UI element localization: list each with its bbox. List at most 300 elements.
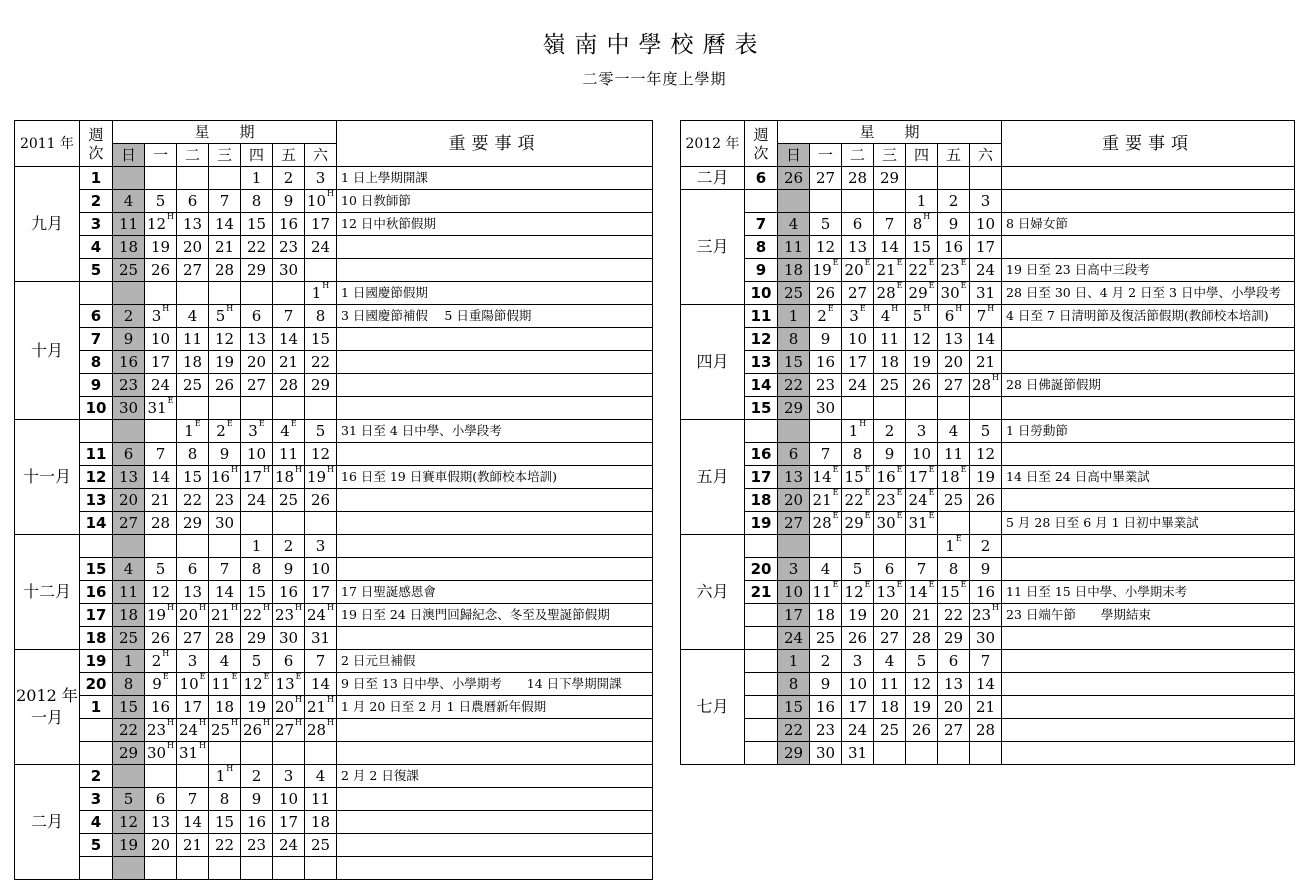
week-number: 19 [745, 512, 778, 535]
day-number: 1 [848, 422, 859, 440]
day-cell [810, 489, 842, 512]
day-number: 28 [214, 629, 235, 647]
event-note [337, 443, 653, 466]
day-number: 7 [916, 560, 927, 578]
event-note [337, 328, 653, 351]
day-number: 9 [152, 675, 162, 693]
day-cell [810, 420, 842, 443]
day-cell [810, 328, 842, 351]
day-cell [778, 213, 810, 236]
day-number: 8 [852, 445, 863, 463]
day-cell [938, 328, 970, 351]
exam-marker: E [896, 488, 903, 497]
day-number: 20 [150, 836, 171, 854]
event-note: 23 日端午節 學期結束 [1002, 604, 1295, 627]
day-number: 2 [251, 767, 262, 785]
day-number: 14 [150, 468, 171, 486]
day-cell [970, 512, 1002, 535]
day-cell [938, 581, 970, 604]
day-cell [305, 857, 337, 880]
exam-marker: E [832, 488, 839, 497]
week-row [15, 719, 653, 742]
day-number: 26 [783, 169, 804, 187]
day-cell [874, 581, 906, 604]
day-cell [970, 374, 1002, 397]
day-cell [177, 834, 209, 857]
day-number: 4 [820, 560, 831, 578]
day-number: 2 [283, 169, 294, 187]
weekday-header: 六 [970, 144, 1002, 167]
week-number [745, 719, 778, 742]
day-cell [177, 719, 209, 742]
day-cell [145, 581, 177, 604]
week-row [15, 650, 653, 673]
day-number: 3 [315, 169, 326, 187]
day-number: 31 [147, 399, 167, 417]
day-cell [145, 351, 177, 374]
day-number: 17 [182, 698, 203, 716]
day-number: 8 [123, 675, 134, 693]
week-row [15, 328, 653, 351]
day-number: 24 [975, 261, 996, 279]
day-cell [145, 397, 177, 420]
day-cell [778, 627, 810, 650]
week-row [681, 673, 1295, 696]
day-cell [874, 374, 906, 397]
day-number: 29 [182, 514, 203, 532]
day-cell [810, 627, 842, 650]
week-row [15, 811, 653, 834]
day-cell [938, 535, 970, 558]
day-cell [241, 213, 273, 236]
day-cell [305, 328, 337, 351]
day-cell [113, 650, 145, 673]
day-cell [874, 259, 906, 282]
day-cell [874, 213, 906, 236]
week-number: 15 [80, 558, 113, 581]
day-cell [906, 627, 938, 650]
day-cell [938, 167, 970, 190]
event-note: 1 日上學期開課 [337, 167, 653, 190]
day-cell [778, 374, 810, 397]
day-number: 14 [214, 583, 235, 601]
day-number: 13 [246, 330, 267, 348]
day-number: 8 [912, 215, 923, 233]
day-cell [842, 466, 874, 489]
day-cell [177, 443, 209, 466]
event-note [1002, 190, 1295, 213]
day-cell [273, 535, 305, 558]
week-number: 3 [80, 788, 113, 811]
day-cell [113, 489, 145, 512]
day-cell [113, 604, 145, 627]
day-cell [145, 535, 177, 558]
day-number: 1 [251, 537, 262, 555]
day-number: 6 [884, 560, 895, 578]
event-note [337, 558, 653, 581]
day-cell [273, 236, 305, 259]
day-cell [145, 213, 177, 236]
notes-header: 重要事項 [1002, 121, 1295, 167]
day-number: 8 [788, 675, 799, 693]
day-cell [113, 627, 145, 650]
day-number: 7 [980, 652, 991, 670]
day-number: 28 [911, 629, 932, 647]
day-cell [209, 443, 241, 466]
day-cell [209, 374, 241, 397]
day-number: 17 [278, 813, 299, 831]
exam-marker: E [928, 281, 935, 290]
day-number: 3 [187, 652, 198, 670]
weekday-header: 四 [241, 144, 273, 167]
event-note: 3 日國慶節補假 5 日重陽節假期 [337, 305, 653, 328]
week-row [681, 512, 1295, 535]
day-number: 23 [876, 491, 896, 509]
day-number: 28 [812, 514, 832, 532]
day-cell [810, 351, 842, 374]
day-number: 25 [118, 261, 139, 279]
month-label: 二月 [681, 167, 745, 190]
day-number: 23 [118, 376, 139, 394]
day-cell [874, 420, 906, 443]
week-number: 3 [80, 213, 113, 236]
day-cell [273, 627, 305, 650]
day-cell [906, 489, 938, 512]
day-cell [177, 420, 209, 443]
day-cell [145, 765, 177, 788]
day-number: 29 [783, 744, 804, 762]
week-row [15, 259, 653, 282]
day-number: 14 [812, 468, 832, 486]
day-number: 23 [274, 606, 295, 624]
day-cell [113, 420, 145, 443]
day-cell [970, 581, 1002, 604]
day-number: 19 [146, 606, 167, 624]
day-number: 11 [211, 675, 231, 693]
event-note [1002, 650, 1295, 673]
day-cell [906, 650, 938, 673]
exam-marker: E [859, 304, 866, 313]
day-cell [145, 236, 177, 259]
exam-marker: E [960, 258, 967, 267]
day-cell [113, 259, 145, 282]
day-number: 24 [908, 491, 928, 509]
day-number: 21 [278, 353, 299, 371]
day-cell [113, 282, 145, 305]
day-number: 2 [817, 307, 827, 325]
day-cell [209, 765, 241, 788]
day-number: 15 [844, 468, 864, 486]
day-number: 10 [975, 215, 996, 233]
day-number: 22 [310, 353, 331, 371]
day-number: 5 [155, 560, 166, 578]
day-number: 13 [876, 583, 896, 601]
day-number: 18 [274, 468, 295, 486]
week-row [15, 834, 653, 857]
month-name: 一月 [30, 708, 63, 727]
holiday-marker: H [162, 649, 170, 658]
day-cell [209, 696, 241, 719]
day-cell [842, 742, 874, 765]
day-number: 26 [975, 491, 996, 509]
week-row [681, 236, 1295, 259]
day-number: 10 [150, 330, 171, 348]
week-row [681, 374, 1295, 397]
day-cell [209, 719, 241, 742]
holiday-marker: H [891, 304, 899, 313]
holiday-marker: H [992, 373, 1000, 382]
day-cell [874, 535, 906, 558]
month-label: 五月 [681, 420, 745, 535]
day-cell [241, 489, 273, 512]
day-cell [241, 190, 273, 213]
day-number: 10 [847, 330, 868, 348]
day-cell [113, 857, 145, 880]
day-number: 1 [788, 307, 799, 325]
day-number: 22 [118, 721, 139, 739]
week-row [681, 742, 1295, 765]
event-note [1002, 397, 1295, 420]
exam-marker: E [226, 419, 233, 428]
day-number: 15 [246, 215, 267, 233]
day-cell [305, 305, 337, 328]
day-number: 17 [847, 353, 868, 371]
day-number: 29 [908, 284, 928, 302]
week-row [681, 581, 1295, 604]
day-number: 24 [150, 376, 171, 394]
day-cell [874, 305, 906, 328]
day-number: 17 [242, 468, 263, 486]
day-number: 29 [246, 261, 267, 279]
event-note: 5 月 28 日至 6 月 1 日初中畢業試 [1002, 512, 1295, 535]
day-number: 24 [246, 491, 267, 509]
day-cell [209, 558, 241, 581]
day-number: 24 [847, 721, 868, 739]
day-cell [842, 236, 874, 259]
day-cell [842, 489, 874, 512]
day-cell [970, 558, 1002, 581]
day-number: 26 [150, 629, 171, 647]
event-note: 19 日至 23 日高中三段考 [1002, 259, 1295, 282]
day-cell [273, 328, 305, 351]
week-number [80, 535, 113, 558]
day-number: 24 [310, 238, 331, 256]
header-row [15, 121, 653, 144]
day-cell [874, 236, 906, 259]
week-row [15, 236, 653, 259]
event-note [337, 811, 653, 834]
day-number: 30 [815, 399, 836, 417]
day-number: 14 [182, 813, 203, 831]
day-cell [241, 834, 273, 857]
day-cell [938, 489, 970, 512]
day-cell [906, 259, 938, 282]
day-cell [906, 213, 938, 236]
week-number: 4 [80, 811, 113, 834]
day-number: 10 [306, 192, 327, 210]
day-cell [906, 328, 938, 351]
day-cell [778, 696, 810, 719]
day-cell [842, 351, 874, 374]
day-number: 7 [884, 215, 895, 233]
day-cell [273, 811, 305, 834]
day-cell [145, 443, 177, 466]
day-number: 25 [310, 836, 331, 854]
week-row [681, 282, 1295, 305]
day-number: 9 [219, 445, 230, 463]
day-cell [305, 788, 337, 811]
month-year: 2012 年 [16, 686, 78, 705]
day-number: 11 [278, 445, 299, 463]
day-cell [209, 627, 241, 650]
day-cell [177, 857, 209, 880]
event-note: 14 日至 24 日高中畢業試 [1002, 466, 1295, 489]
day-number: 20 [879, 606, 900, 624]
day-number: 9 [980, 560, 991, 578]
day-cell [938, 190, 970, 213]
day-number: 11 [118, 215, 139, 233]
day-number: 18 [214, 698, 235, 716]
month-label: 九月 [15, 167, 80, 282]
page-title: 嶺南中學校曆表 [542, 32, 767, 58]
day-number: 27 [847, 284, 868, 302]
day-number: 5 [251, 652, 262, 670]
day-cell [305, 351, 337, 374]
day-cell [810, 167, 842, 190]
day-number: 17 [847, 698, 868, 716]
day-cell [874, 742, 906, 765]
day-cell [241, 719, 273, 742]
day-number: 23 [146, 721, 167, 739]
day-number: 19 [118, 836, 139, 854]
week-number: 1 [80, 167, 113, 190]
day-number: 23 [246, 836, 267, 854]
day-number: 22 [943, 606, 964, 624]
page-subtitle: 二零一一年度上學期 [582, 70, 727, 88]
week-number: 12 [745, 328, 778, 351]
day-number: 20 [178, 606, 199, 624]
event-note [1002, 489, 1295, 512]
event-note: 17 日聖誕感恩會 [337, 581, 653, 604]
day-number: 8 [251, 192, 262, 210]
day-number: 20 [783, 491, 804, 509]
day-cell [970, 213, 1002, 236]
day-cell [778, 328, 810, 351]
day-cell [305, 650, 337, 673]
exam-marker: E [955, 534, 962, 543]
day-number: 6 [852, 215, 863, 233]
holiday-marker: H [327, 465, 335, 474]
day-cell [241, 420, 273, 443]
day-number: 21 [975, 698, 996, 716]
day-cell [145, 374, 177, 397]
day-number: 28 [306, 721, 327, 739]
exam-marker: E [827, 304, 834, 313]
exam-marker: E [928, 580, 935, 589]
day-cell [906, 236, 938, 259]
day-number: 16 [118, 353, 139, 371]
day-number: 5 [315, 422, 326, 440]
day-cell [305, 167, 337, 190]
day-cell [145, 811, 177, 834]
day-cell [113, 466, 145, 489]
day-cell [145, 190, 177, 213]
day-number: 12 [844, 583, 864, 601]
day-cell [970, 719, 1002, 742]
day-number: 7 [315, 652, 326, 670]
week-number [745, 673, 778, 696]
day-number: 5 [820, 215, 831, 233]
day-number: 8 [219, 790, 230, 808]
day-cell [810, 213, 842, 236]
day-number: 4 [187, 307, 198, 325]
day-cell [810, 581, 842, 604]
week-row [15, 765, 653, 788]
week-number [745, 627, 778, 650]
day-number: 3 [315, 537, 326, 555]
day-cell [778, 167, 810, 190]
exam-marker: E [896, 465, 903, 474]
holiday-marker: H [295, 603, 303, 612]
holiday-marker: H [327, 603, 335, 612]
holiday-marker: H [263, 603, 271, 612]
day-cell [970, 282, 1002, 305]
weekday-header: 三 [209, 144, 241, 167]
day-cell [810, 604, 842, 627]
day-number: 15 [783, 698, 804, 716]
week-row [681, 627, 1295, 650]
day-number: 20 [118, 491, 139, 509]
day-number: 9 [948, 215, 959, 233]
day-cell [305, 397, 337, 420]
exam-marker: E [960, 281, 967, 290]
day-cell [241, 328, 273, 351]
day-number: 13 [182, 583, 203, 601]
day-cell [842, 259, 874, 282]
day-cell [842, 627, 874, 650]
day-cell [810, 558, 842, 581]
exam-marker: E [896, 511, 903, 520]
day-cell [778, 719, 810, 742]
day-number: 5 [916, 652, 927, 670]
exam-marker: E [162, 672, 169, 681]
day-number: 27 [783, 514, 804, 532]
day-number: 26 [911, 376, 932, 394]
day-cell [113, 558, 145, 581]
day-cell [938, 696, 970, 719]
week-row [15, 305, 653, 328]
day-number: 11 [118, 583, 139, 601]
event-note: 31 日至 4 日中學、小學段考 [337, 420, 653, 443]
day-cell [778, 420, 810, 443]
day-cell [113, 351, 145, 374]
holiday-marker: H [167, 741, 175, 750]
weekday-header: 五 [938, 144, 970, 167]
day-cell [305, 512, 337, 535]
day-cell [906, 604, 938, 627]
holiday-marker: H [199, 741, 207, 750]
day-cell [906, 305, 938, 328]
event-note [1002, 236, 1295, 259]
holiday-marker: H [992, 603, 1000, 612]
week-number [80, 719, 113, 742]
holiday-marker: H [263, 465, 271, 474]
event-note: 10 日教師節 [337, 190, 653, 213]
day-number: 12 [243, 675, 263, 693]
day-cell [273, 512, 305, 535]
day-cell [209, 236, 241, 259]
day-cell [145, 558, 177, 581]
